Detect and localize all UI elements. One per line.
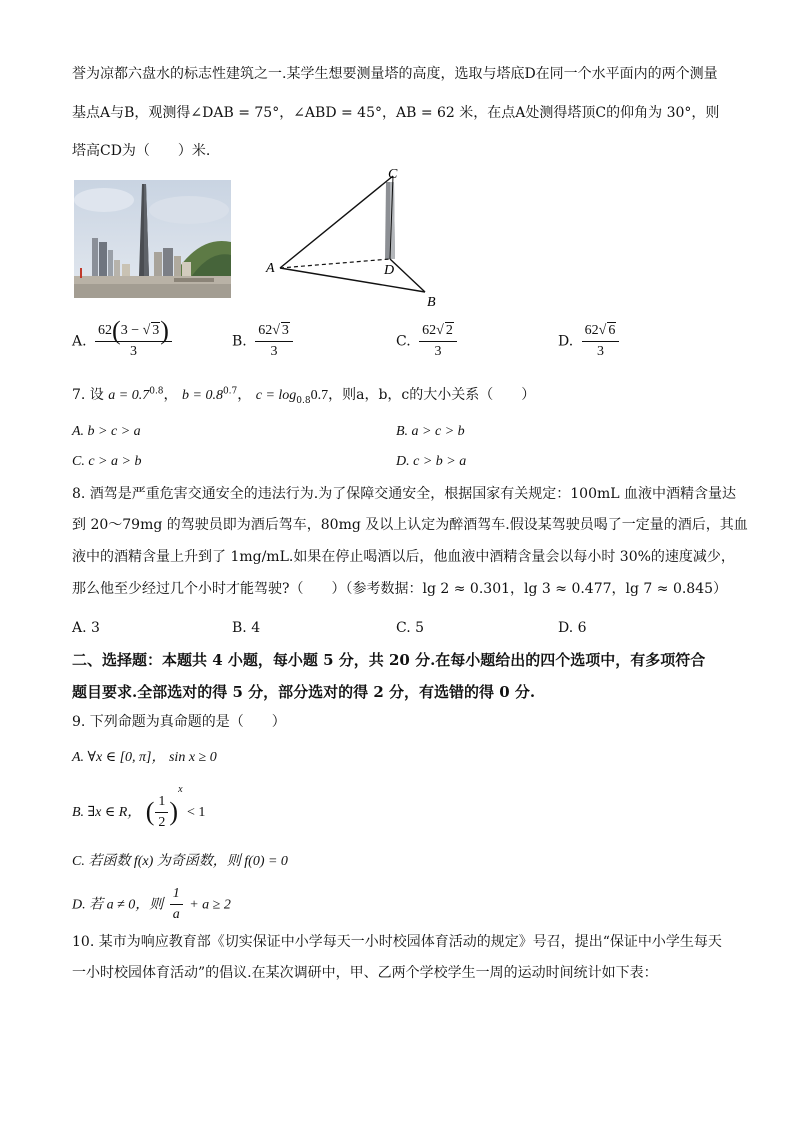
q6-option-c: C. $\frac{62√ 2}{3}$	[396, 322, 461, 361]
q7-option-b: B. a > c > b	[396, 424, 465, 439]
tower-photo-drawing	[74, 180, 231, 298]
tower-photo	[74, 180, 231, 298]
q6-option-a-fraction: $\frac{62(3 - √ 3)}{3}$	[95, 322, 172, 361]
q6-option-b-fraction: $\frac{62√ 3}{3}$	[255, 322, 293, 361]
q9-option-a: A. ∀x ∈ [0, π]， sin x ≥ 0	[72, 750, 217, 765]
label-A: A	[266, 261, 275, 276]
q8-line2: 到 20～79mg 的驾驶员即为酒后驾车，80mg 及以上认定为醉酒驾车.假设某驾驶员喝了一定量的酒后，其血	[72, 517, 748, 533]
q9-stem: 9. 下列命题为真命题的是（ ）	[72, 714, 286, 730]
line-AD	[280, 259, 390, 268]
q6-option-d: D. $\frac{62√ 6}{3}$	[558, 322, 623, 361]
label-C: C	[388, 167, 398, 182]
q6-line1: 誉为凉都六盘水的标志性建筑之一.某学生想要测量塔的高度，选取与塔底D在同一个水平面内的两个测量	[72, 66, 718, 82]
q7-option-d: D. c > b > a	[396, 454, 467, 469]
geometry-figure	[262, 164, 452, 310]
q8-line1: 8. 酒驾是严重危害交通安全的违法行为.为了保障交通安全，根据国家有关规定：100mL 血液中酒精含量达	[72, 486, 736, 502]
q9-option-c: C. 若函数 f(x) 为奇函数，则 f(0) = 0	[72, 854, 288, 869]
q7-option-c: C. c > a > b	[72, 454, 142, 469]
q6-option-d-fraction: $\frac{62√ 6}{3}$	[582, 322, 620, 361]
q6-option-c-fraction: $\frac{62√ 2}{3}$	[419, 322, 457, 361]
q8-option-b: B. 4	[232, 620, 261, 636]
q8-line4: 那么他至少经过几个小时才能驾驶?（ ）（参考数据：lg 2 ≈ 0.301，lg 3 ≈ 0.477，lg 7 ≈ 0.845）	[72, 581, 728, 597]
label-B: B	[427, 295, 436, 310]
q10-line1: 10. 某市为响应教育部《切实保证中小学每天一小时校园体育活动的规定》号召，提出“保证中小学生每天	[72, 934, 722, 950]
q7-option-a: A. b > c > a	[72, 424, 141, 439]
q7-stem: 7. 设 $a = 0.7^{0.8}$， $b = 0.8^{0.7}$， $c = \log_{0.8}0.7$，则a，b，c的大小关系（ ）	[72, 386, 536, 406]
section2-heading-line1: 二、选择题：本题共 4 小题，每小题 5 分，共 20 分.在每小题给出的四个选项中，有多项符合	[72, 651, 706, 669]
q9-option-b-fraction: $\frac{1}{2}$	[155, 793, 168, 832]
q8-line3: 液中的酒精含量上升到了 1mg/mL.如果在停止喝酒以后，他血液中酒精含量会以每小时 30%的速度减少，	[72, 549, 735, 565]
q9-option-d-fraction: $\frac{1}{a}$	[170, 885, 183, 924]
label-D: D	[384, 263, 395, 278]
q6-option-a: A. $\frac{62(3 - √ 3)}{3}$	[72, 322, 176, 361]
q6-line3: 塔高CD为（ ）米.	[72, 143, 211, 159]
q9-option-b: B. ∃x ∈ R， ( $\frac{1}{2}$ )$^x$ < 1	[72, 784, 206, 830]
q9-option-d: D. 若 a ≠ 0，则 $\frac{1}{a}$ + a ≥ 2	[72, 886, 231, 922]
q8-option-d: D. 6	[558, 620, 587, 636]
q6-line2	[72, 103, 719, 123]
q8-option-a: A. 3	[72, 620, 100, 636]
q6-line2-a: 基点A与B，观测得∠DAB = 75°，∠ABD = 45°，	[72, 105, 396, 121]
q8-option-c: C. 5	[396, 620, 425, 636]
q6-line2-b: AB = 62 米，在点A处测得塔顶C的仰角为 30°，则	[396, 105, 720, 121]
section2-heading-line2: 题目要求.全部选对的得 5 分，部分选对的得 2 分，有选错的得 0 分.	[72, 683, 536, 701]
line-AC	[280, 176, 393, 268]
q6-option-b: B. $\frac{62√ 3}{3}$	[232, 322, 297, 361]
q10-line2: 一小时校园体育活动”的倡议.在某次调研中，甲、乙两个学校学生一周的运动时间统计如下表：	[72, 965, 658, 981]
